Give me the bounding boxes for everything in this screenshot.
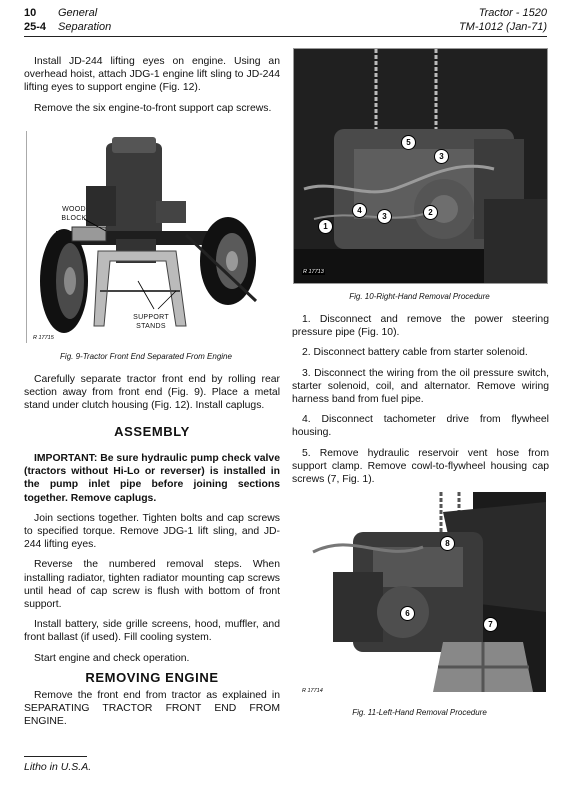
- callout-4: 4: [352, 203, 367, 218]
- figure-11-ref-id: R 17714: [302, 688, 323, 694]
- label-support-stands: SUPPORT STANDS: [133, 314, 169, 330]
- assembly-heading: ASSEMBLY: [114, 424, 190, 439]
- header-rule: [24, 36, 547, 37]
- manual-title: Tractor - 1520: [478, 7, 547, 19]
- figure-10-image: [293, 48, 548, 284]
- step-2: 2. Disconnect battery cable from starter solenoid.: [302, 347, 528, 359]
- callout-8: 8: [440, 536, 455, 551]
- paragraph-separate-wrap: [24, 373, 280, 413]
- left-column-top: [24, 55, 280, 115]
- callout-3: 3: [434, 149, 449, 164]
- page-header: [24, 6, 547, 34]
- page-number: 10: [24, 7, 37, 19]
- footer-rule: [24, 756, 87, 757]
- figure-9-caption: Fig. 9-Tractor Front End Separated From Engine: [60, 352, 232, 361]
- paragraph-start: Start engine and check operation.: [34, 652, 190, 664]
- section-number: 25-4: [24, 21, 47, 33]
- paragraph-join: Join sections together. Tighten bolts and cap screws to specified torque. Remove JDG-1 lift sling, and JD-244 lifting eyes.: [24, 512, 280, 551]
- figure-9-image: [26, 131, 266, 346]
- paragraph-remove-cap-screws: Remove the six engine-to-front support cap screws.: [34, 102, 272, 114]
- step-5: 5. Remove hydraulic reservoir vent hose from support clamp. Remove cowl-to-flywheel housing cap screws (7, Fig. 1).: [292, 447, 549, 486]
- paragraph-separate: Carefully separate tractor front end by rolling rear section away from front end (Fig. 9). Place a metal stand under clutch housing (Fig. 12). Install caplugs.: [24, 374, 280, 412]
- step-1: 1. Disconnect and remove the power steering pressure pipe (Fig. 10).: [292, 314, 549, 339]
- figure-10-ref-id: R 17713: [303, 269, 324, 275]
- paragraph-install: Install battery, side grille screens, hood, muffler, and front ballast (if used). Fill cooling system.: [24, 619, 280, 644]
- label-wood-block: WOOD BLOCK: [61, 206, 87, 222]
- figure-10-caption: Fig. 10-Right-Hand Removal Procedure: [349, 292, 490, 301]
- step-3: 3. Disconnect the wiring from the oil pressure switch, starter solenoid, coil, and alternator. Remove wiring harness band from fuel pipe.: [292, 367, 549, 406]
- manual-number: TM-1012 (Jan-71): [458, 21, 547, 33]
- callout-3-lower: 3: [377, 209, 392, 224]
- figure-11-image: [293, 492, 546, 700]
- footer-litho: Litho in U.S.A.: [24, 761, 92, 773]
- important-note: IMPORTANT: Be sure hydraulic pump check valve (tractors without Hi-Lo or reverser) is installed in the pump inlet pipe before joining sections together. Remove caplugs.: [24, 453, 280, 504]
- paragraph-remove-front-wrap: [24, 689, 280, 729]
- section-subtitle: Separation: [58, 21, 112, 33]
- callout-1: 1: [318, 219, 333, 234]
- paragraph-reverse: Reverse the numbered removal steps. When installing radiator, tighten radiator mounting cap screws until head of cap screw is flush with bottom of front support.: [24, 559, 280, 611]
- callout-6: 6: [400, 606, 415, 621]
- figure-11-caption: Fig. 11-Left-Hand Removal Procedure: [352, 708, 487, 717]
- section-title: General: [58, 7, 98, 19]
- paragraph-remove-front: Remove the front end from tractor as explained in SEPARATING TRACTOR FRONT END FROM ENGINE.: [24, 690, 280, 728]
- removing-engine-heading: REMOVING ENGINE: [85, 670, 219, 685]
- step-4: 4. Disconnect tachometer drive from flywheel housing.: [292, 414, 549, 439]
- left-column-lower: [24, 452, 280, 665]
- figure-9-ref-id: R 17715: [33, 335, 54, 341]
- paragraph-lift-eyes: Install JD-244 lifting eyes on engine. Using an overhead hoist, attach JDG-1 engine lift sling to JD-244 lifting eyes to support engine (Fig. 12).: [24, 56, 280, 94]
- removal-steps: [292, 313, 549, 486]
- callout-5: 5: [401, 135, 416, 150]
- callout-2: 2: [423, 205, 438, 220]
- callout-7: 7: [483, 617, 498, 632]
